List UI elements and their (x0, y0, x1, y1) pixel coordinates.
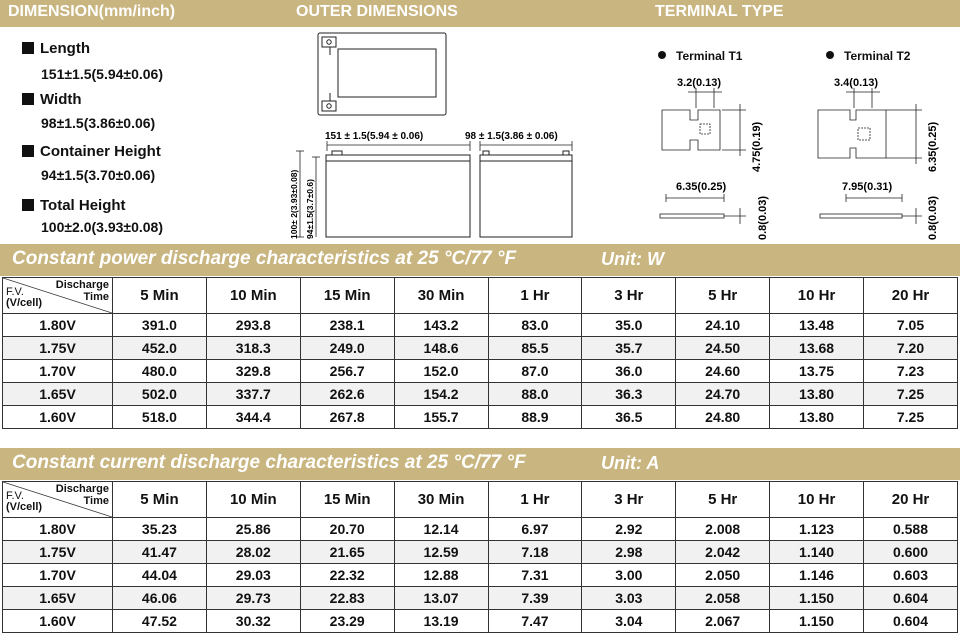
value-cell: 1.140 (770, 541, 864, 564)
battery-side-view (480, 151, 572, 237)
dim-length-value: 151±1.5(5.94±0.06) (41, 66, 164, 82)
value-cell: 267.8 (300, 406, 394, 429)
value-cell: 29.03 (206, 564, 300, 587)
value-cell: 24.50 (676, 337, 770, 360)
value-cell: 1.150 (770, 587, 864, 610)
fv-cell: 1.80V (3, 314, 113, 337)
column-header: 30 Min (394, 278, 488, 314)
battery-front-view (326, 151, 470, 237)
column-header: 20 Hr (864, 482, 958, 518)
corner-bottom-label: F.V. (V/cell) (6, 286, 43, 309)
value-cell: 7.23 (864, 360, 958, 383)
dim-total-height-value: 100±2.0(3.93±0.08) (41, 219, 164, 235)
value-cell: 13.75 (770, 360, 864, 383)
dim-length-label: Length (22, 40, 90, 57)
t1-top-width-label: 3.2(0.13) (677, 77, 722, 89)
value-cell: 148.6 (394, 337, 488, 360)
current-section-unit: Unit: A (601, 453, 660, 473)
column-header: 5 Min (113, 482, 207, 518)
table-row (3, 518, 958, 541)
terminal-t1-label: Terminal T1 (658, 49, 742, 63)
terminal-t2-label: Terminal T2 (826, 49, 910, 63)
value-cell: 22.83 (300, 587, 394, 610)
value-cell: 46.06 (113, 587, 207, 610)
value-cell: 12.59 (394, 541, 488, 564)
column-header: 15 Min (300, 482, 394, 518)
value-cell: 83.0 (488, 314, 582, 337)
value-cell: 502.0 (113, 383, 207, 406)
column-header: 5 Hr (676, 482, 770, 518)
value-cell: 35.23 (113, 518, 207, 541)
value-cell: 36.3 (582, 383, 676, 406)
dim-width-value: 98±1.5(3.86±0.06) (41, 115, 156, 131)
column-header: 10 Min (206, 482, 300, 518)
value-cell: 344.4 (206, 406, 300, 429)
value-cell: 249.0 (300, 337, 394, 360)
fv-cell: 1.70V (3, 564, 113, 587)
power-section-unit: Unit: W (601, 249, 664, 269)
value-cell: 29.73 (206, 587, 300, 610)
value-cell: 7.31 (488, 564, 582, 587)
corner-top-label: Discharge Time (55, 483, 109, 507)
fv-cell: 1.75V (3, 337, 113, 360)
t2-bottom-width-label: 7.95(0.31) (842, 181, 893, 193)
table-row (3, 360, 958, 383)
bullet-dot-icon (826, 51, 834, 59)
dim-width-label: Width (22, 91, 82, 108)
value-cell: 518.0 (113, 406, 207, 429)
table-row (3, 337, 958, 360)
t1-terminal-side-view (660, 194, 746, 224)
column-header: 3 Hr (582, 278, 676, 314)
value-cell: 3.03 (582, 587, 676, 610)
value-cell: 2.058 (676, 587, 770, 610)
value-cell: 2.92 (582, 518, 676, 541)
value-cell: 24.60 (676, 360, 770, 383)
table-row (3, 564, 958, 587)
value-cell: 256.7 (300, 360, 394, 383)
value-cell: 30.32 (206, 610, 300, 633)
container-height-dimension-label: 94±1.5(3.7±0.6) (305, 179, 315, 239)
value-cell: 24.70 (676, 383, 770, 406)
column-header: 5 Hr (676, 278, 770, 314)
value-cell: 12.14 (394, 518, 488, 541)
value-cell: 6.97 (488, 518, 582, 541)
value-cell: 7.20 (864, 337, 958, 360)
current-section-title: Constant current discharge characteristics at 25 °C/77 °F (12, 452, 526, 473)
corner-top-label: Discharge Time (55, 279, 109, 303)
fv-cell: 1.65V (3, 587, 113, 610)
t2-terminal-top-view (818, 88, 922, 164)
t2-top-width-label: 3.4(0.13) (834, 77, 879, 89)
value-cell: 7.47 (488, 610, 582, 633)
value-cell: 21.65 (300, 541, 394, 564)
value-cell: 88.0 (488, 383, 582, 406)
value-cell: 12.88 (394, 564, 488, 587)
value-cell: 7.18 (488, 541, 582, 564)
value-cell: 2.008 (676, 518, 770, 541)
value-cell: 2.067 (676, 610, 770, 633)
table-corner-cell (3, 278, 113, 314)
value-cell: 85.5 (488, 337, 582, 360)
column-header: 3 Hr (582, 482, 676, 518)
value-cell: 337.7 (206, 383, 300, 406)
t2-side-height-label: 6.35(0.25) (927, 121, 939, 172)
bullet-square-icon (22, 93, 34, 105)
value-cell: 7.25 (864, 406, 958, 429)
length-dimension-label: 151 ± 1.5(5.94 ± 0.06) (325, 131, 424, 142)
value-cell: 13.68 (770, 337, 864, 360)
value-cell: 293.8 (206, 314, 300, 337)
value-cell: 0.600 (864, 541, 958, 564)
value-cell: 22.32 (300, 564, 394, 587)
t1-terminal-top-view (662, 88, 746, 156)
outer-dimensions-heading: OUTER DIMENSIONS (296, 3, 458, 20)
t2-thickness-label: 0.8(0.03) (927, 195, 939, 240)
value-cell: 24.80 (676, 406, 770, 429)
value-cell: 262.6 (300, 383, 394, 406)
corner-bottom-label: F.V. (V/cell) (6, 490, 43, 513)
t1-side-height-label: 4.75(0.19) (751, 121, 763, 172)
value-cell: 44.04 (113, 564, 207, 587)
table-row (3, 610, 958, 633)
value-cell: 28.02 (206, 541, 300, 564)
dim-container-height-label: Container Height (22, 143, 161, 160)
column-header: 5 Min (113, 278, 207, 314)
bullet-square-icon (22, 145, 34, 157)
value-cell: 24.10 (676, 314, 770, 337)
dim-container-height-value: 94±1.5(3.70±0.06) (41, 167, 156, 183)
total-height-dimension-label: 100± 2(3.93±0.08) (289, 169, 299, 239)
value-cell: 3.04 (582, 610, 676, 633)
value-cell: 1.150 (770, 610, 864, 633)
table-header-row (3, 278, 958, 314)
bullet-square-icon (22, 199, 34, 211)
t1-thickness-label: 0.8(0.03) (757, 195, 769, 240)
value-cell: 2.98 (582, 541, 676, 564)
power-discharge-table (2, 277, 958, 429)
terminal-drawings (650, 68, 960, 243)
value-cell: 329.8 (206, 360, 300, 383)
value-cell: 480.0 (113, 360, 207, 383)
fv-cell: 1.60V (3, 610, 113, 633)
column-header: 10 Hr (770, 278, 864, 314)
value-cell: 238.1 (300, 314, 394, 337)
battery-top-view (318, 33, 446, 115)
value-cell: 7.05 (864, 314, 958, 337)
value-cell: 13.19 (394, 610, 488, 633)
table-row (3, 314, 958, 337)
table-row (3, 383, 958, 406)
value-cell: 3.00 (582, 564, 676, 587)
fv-cell: 1.60V (3, 406, 113, 429)
power-section-title: Constant power discharge characteristics at 25 °C/77 °F (12, 248, 517, 269)
value-cell: 7.39 (488, 587, 582, 610)
value-cell: 41.47 (113, 541, 207, 564)
column-header: 1 Hr (488, 482, 582, 518)
value-cell: 35.0 (582, 314, 676, 337)
value-cell: 7.25 (864, 383, 958, 406)
value-cell: 13.80 (770, 406, 864, 429)
value-cell: 155.7 (394, 406, 488, 429)
t1-bottom-width-label: 6.35(0.25) (676, 181, 727, 193)
value-cell: 2.042 (676, 541, 770, 564)
table-corner-cell (3, 482, 113, 518)
value-cell: 143.2 (394, 314, 488, 337)
value-cell: 36.5 (582, 406, 676, 429)
fv-cell: 1.75V (3, 541, 113, 564)
column-header: 15 Min (300, 278, 394, 314)
value-cell: 0.604 (864, 587, 958, 610)
fv-cell: 1.65V (3, 383, 113, 406)
column-header: 1 Hr (488, 278, 582, 314)
value-cell: 25.86 (206, 518, 300, 541)
table-row (3, 406, 958, 429)
t2-terminal-side-view (820, 194, 922, 224)
current-discharge-table (2, 481, 958, 633)
value-cell: 23.29 (300, 610, 394, 633)
value-cell: 88.9 (488, 406, 582, 429)
bullet-dot-icon (658, 51, 666, 59)
column-header: 30 Min (394, 482, 488, 518)
value-cell: 318.3 (206, 337, 300, 360)
current-section-bar (0, 448, 960, 480)
value-cell: 452.0 (113, 337, 207, 360)
value-cell: 1.123 (770, 518, 864, 541)
value-cell: 0.604 (864, 610, 958, 633)
column-header: 10 Hr (770, 482, 864, 518)
value-cell: 154.2 (394, 383, 488, 406)
value-cell: 0.603 (864, 564, 958, 587)
value-cell: 152.0 (394, 360, 488, 383)
length-dimension-line (327, 141, 470, 151)
column-header: 20 Hr (864, 278, 958, 314)
power-section-bar (0, 244, 960, 276)
outer-dimensions-drawing (280, 27, 590, 242)
table-header-row (3, 482, 958, 518)
table-row (3, 541, 958, 564)
dimension-heading: DIMENSION(mm/inch) (8, 3, 176, 20)
width-dimension-line (480, 141, 572, 151)
value-cell: 13.48 (770, 314, 864, 337)
width-dimension-label: 98 ± 1.5(3.86 ± 0.06) (465, 131, 558, 142)
value-cell: 13.80 (770, 383, 864, 406)
value-cell: 35.7 (582, 337, 676, 360)
column-header: 10 Min (206, 278, 300, 314)
value-cell: 1.146 (770, 564, 864, 587)
value-cell: 0.588 (864, 518, 958, 541)
value-cell: 391.0 (113, 314, 207, 337)
table-row (3, 587, 958, 610)
fv-cell: 1.80V (3, 518, 113, 541)
value-cell: 2.050 (676, 564, 770, 587)
fv-cell: 1.70V (3, 360, 113, 383)
dim-total-height-label: Total Height (22, 197, 126, 214)
value-cell: 20.70 (300, 518, 394, 541)
value-cell: 13.07 (394, 587, 488, 610)
value-cell: 36.0 (582, 360, 676, 383)
terminal-type-heading: TERMINAL TYPE (655, 3, 784, 20)
bullet-square-icon (22, 42, 34, 54)
value-cell: 47.52 (113, 610, 207, 633)
value-cell: 87.0 (488, 360, 582, 383)
